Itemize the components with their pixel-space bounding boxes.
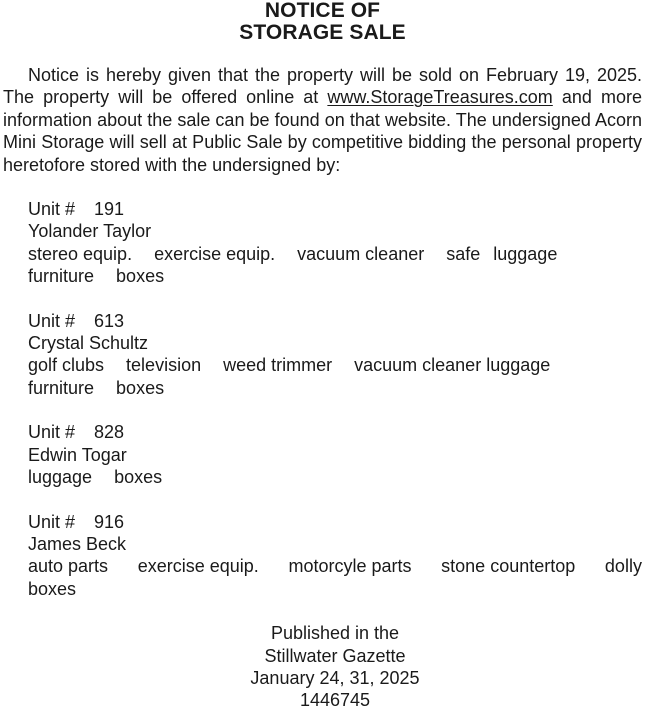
item: stone countertop [441, 556, 576, 577]
unit-heading [28, 421, 642, 443]
items-line [28, 243, 642, 265]
item: auto parts [28, 556, 109, 577]
notice-title [3, 0, 642, 44]
item: golf clubs [28, 355, 105, 376]
item: exercise equip. [154, 243, 276, 264]
unit-list [28, 198, 642, 600]
item: luggage [493, 243, 558, 264]
unit-label: Unit # [28, 511, 76, 532]
item: safe [446, 243, 481, 264]
notice-id: 1446745 [299, 690, 371, 711]
title-line-1: NOTICE OF [264, 0, 381, 22]
publication-info [3, 622, 642, 712]
notice-intro [3, 64, 642, 176]
item: boxes [114, 467, 163, 488]
item: boxes [116, 266, 165, 287]
item: television [126, 355, 202, 376]
tenant-name: Yolander Taylor [28, 221, 152, 242]
item: exercise equip. [137, 556, 259, 577]
unit-number: 828 [94, 422, 125, 443]
unit-label: Unit # [28, 422, 76, 443]
unit-heading [28, 198, 642, 220]
item: furniture [28, 266, 95, 287]
intro-text-before-link: Notice is hereby given that the property will be sold on February 19, 2025. The property will be offered online at [3, 65, 642, 108]
item: vacuum cleaner luggage [354, 355, 551, 376]
unit-heading [28, 511, 642, 533]
newspaper-name: Stillwater Gazette [264, 645, 406, 666]
items-line [28, 354, 642, 376]
item: dolly [604, 556, 642, 577]
publication-dates: January 24, 31, 2025 [250, 667, 420, 688]
unit-entry [28, 511, 642, 601]
item: furniture [28, 377, 95, 398]
item: boxes [28, 578, 77, 599]
items-line [28, 555, 642, 577]
intro-text-after-link: and more information about the sale can be found on that website. The undersigned Acorn Mini Storage will sell at Public Sale by competitive bidding the personal property heretofore stored with the undersigned by: [3, 87, 642, 175]
unit-entry [28, 198, 642, 288]
tenant-name: James Beck [28, 533, 127, 554]
unit-number: 916 [94, 511, 125, 532]
unit-number: 191 [94, 199, 125, 220]
unit-heading [28, 310, 642, 332]
unit-entry [28, 421, 642, 488]
tenant-name: Edwin Togar [28, 444, 127, 465]
items-line [28, 578, 642, 600]
item: weed trimmer [223, 355, 333, 376]
items-line [28, 466, 642, 488]
items-line [28, 377, 642, 399]
item: stereo equip. [28, 243, 133, 264]
tenant-name: Crystal Schultz [28, 333, 149, 354]
storage-treasures-link[interactable]: www.StorageTreasures.com [327, 87, 553, 108]
items-line [28, 265, 642, 287]
unit-label: Unit # [28, 310, 76, 331]
unit-label: Unit # [28, 199, 76, 220]
published-in: Published in the [270, 623, 400, 644]
item: luggage [28, 467, 93, 488]
unit-number: 613 [94, 310, 125, 331]
item: boxes [116, 377, 165, 398]
item: motorcyle parts [288, 556, 412, 577]
unit-entry [28, 310, 642, 400]
item: vacuum cleaner [297, 243, 425, 264]
title-line-2: STORAGE SALE [239, 21, 406, 44]
